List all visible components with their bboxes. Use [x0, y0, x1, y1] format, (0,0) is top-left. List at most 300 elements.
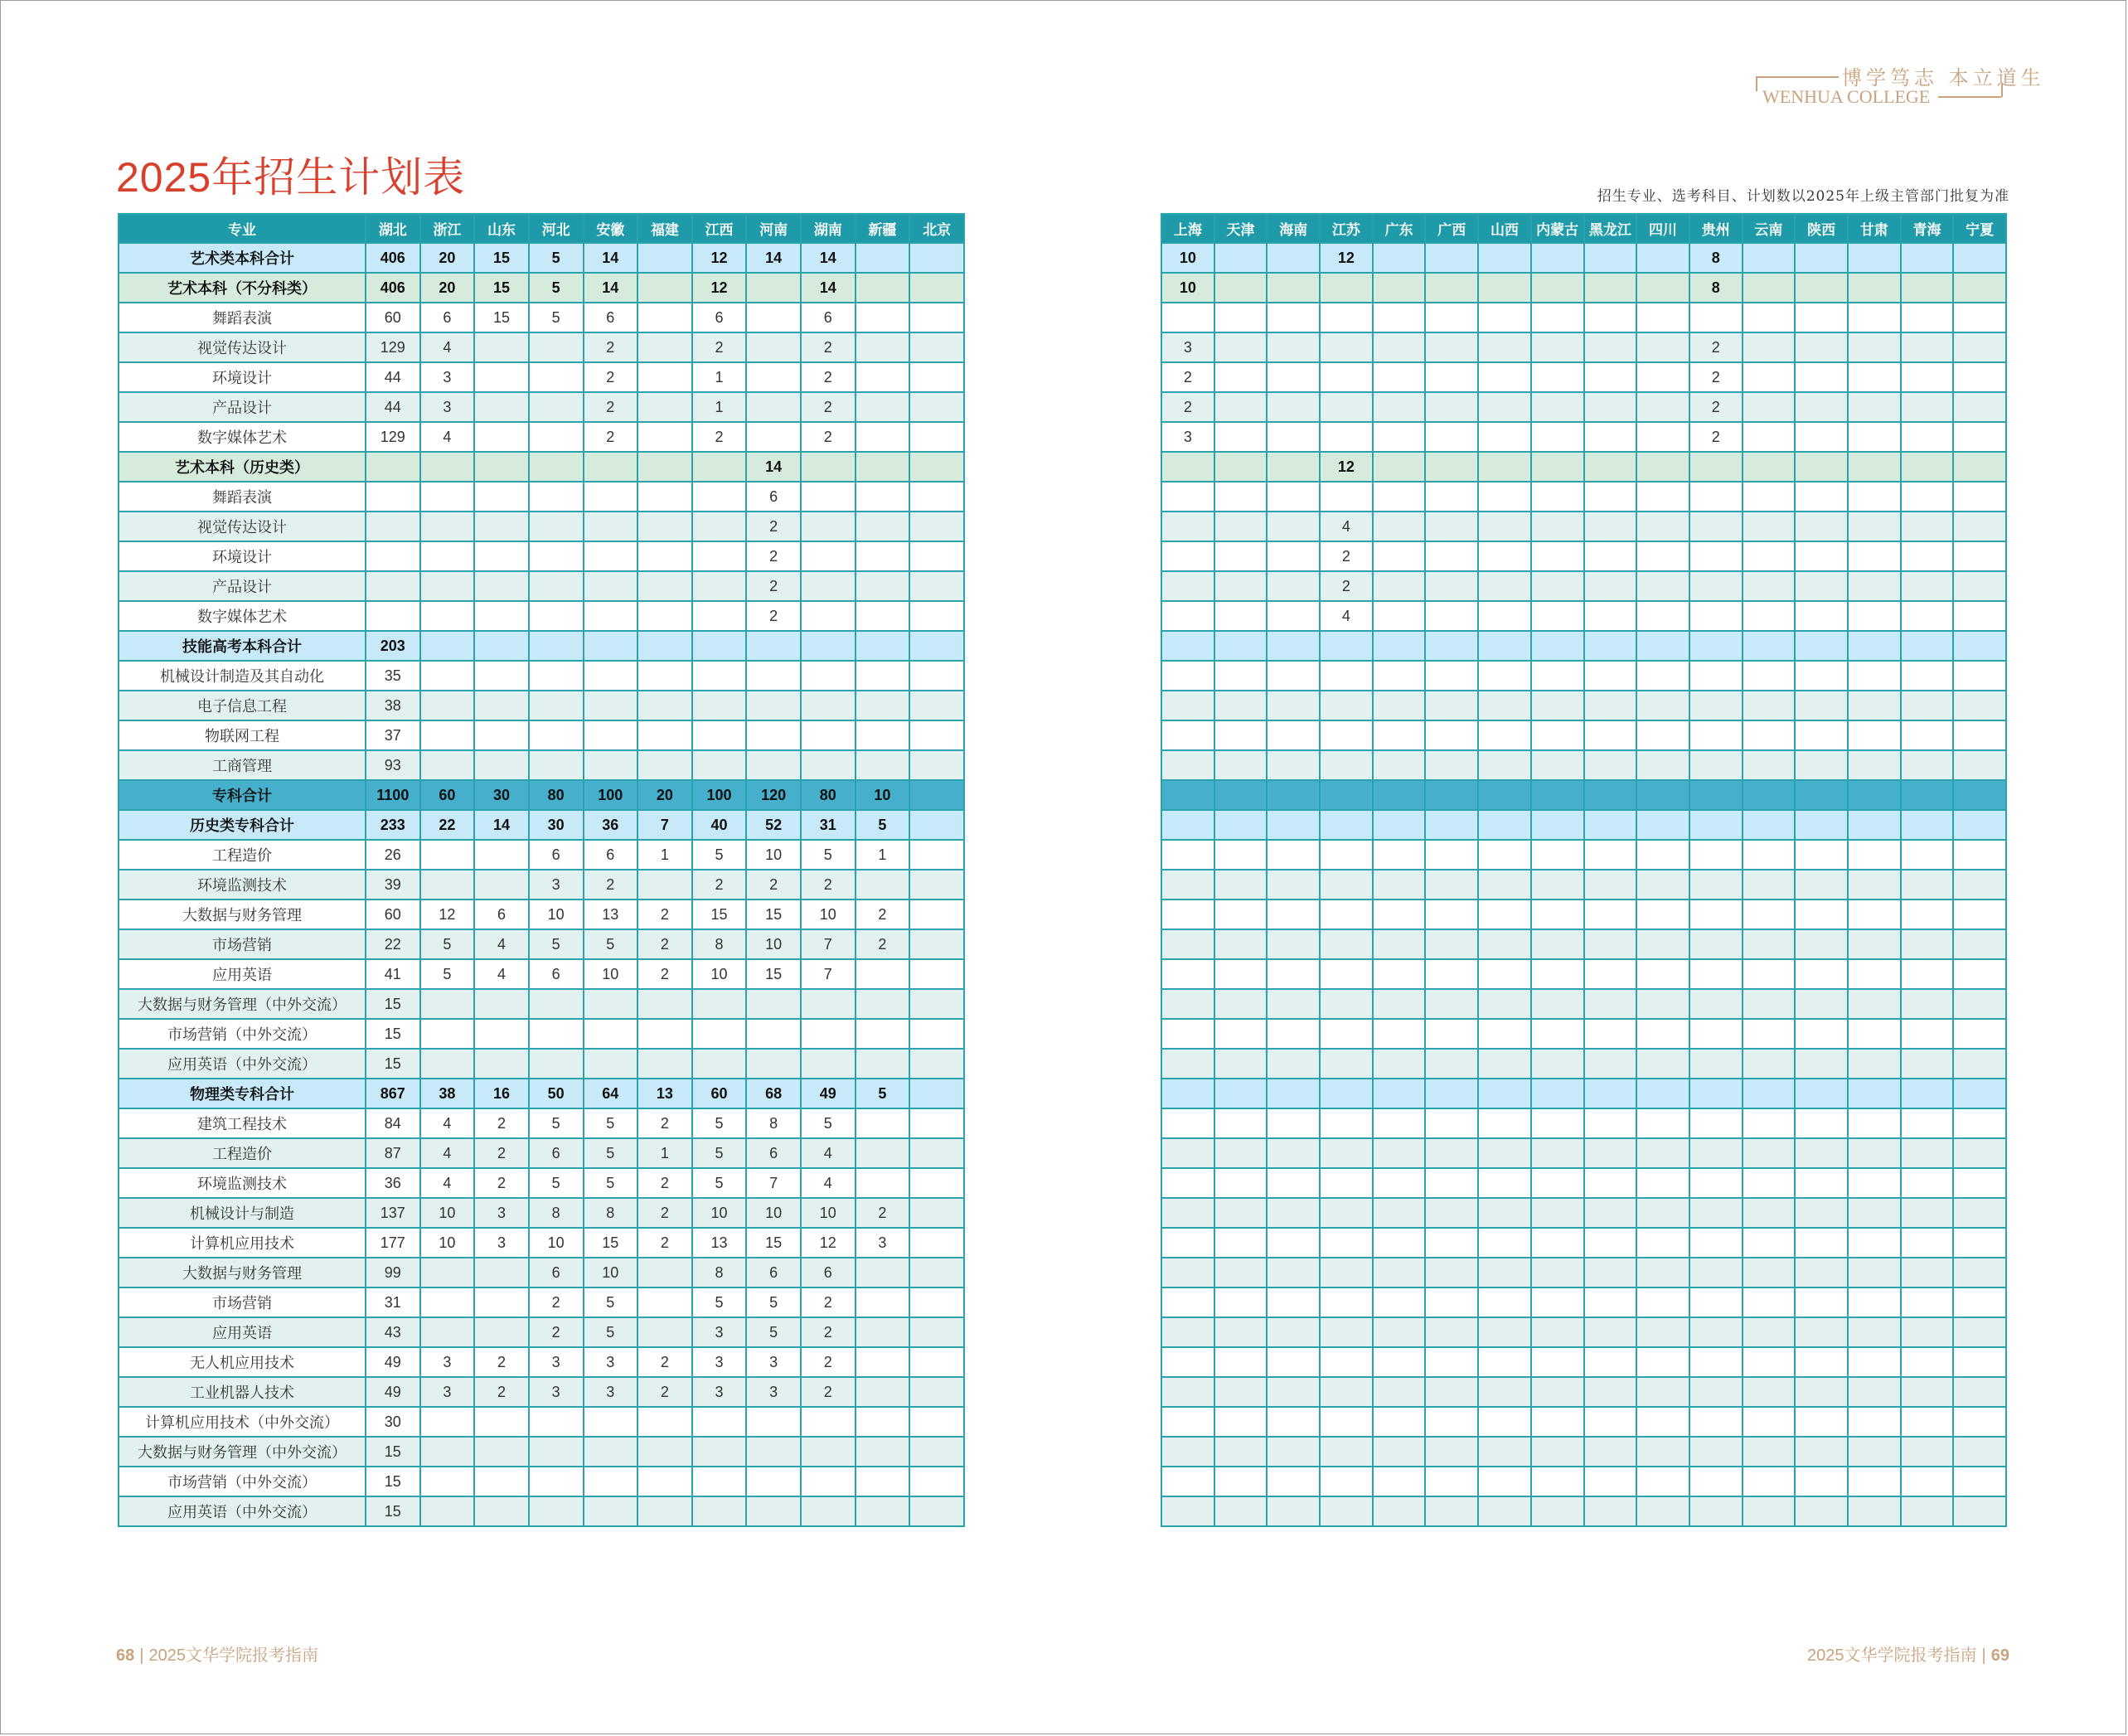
quota-cell: [1267, 959, 1320, 989]
quota-cell: 2: [637, 900, 692, 929]
table-row: [119, 422, 964, 452]
quota-cell: [1267, 1198, 1320, 1228]
quota-cell: 2: [692, 422, 747, 452]
major-name-cell: 数字媒体艺术: [119, 601, 366, 631]
table-row: [1161, 1138, 2006, 1168]
quota-cell: [1636, 362, 1689, 392]
quota-cell: [1795, 1377, 1848, 1407]
quota-cell: [856, 1258, 910, 1287]
quota-cell: 10: [801, 900, 856, 929]
major-name-cell: 工商管理: [119, 750, 366, 780]
table-row: [1161, 1437, 2006, 1467]
quota-cell: [1161, 1287, 1214, 1317]
quota-cell: [1161, 900, 1214, 929]
category-row: [1161, 273, 2006, 303]
quota-cell: 7: [637, 810, 692, 840]
quota-cell: [1953, 1228, 2006, 1258]
quota-cell: 49: [801, 1079, 856, 1108]
quota-cell: [1214, 1138, 1268, 1168]
quota-cell: [1795, 1198, 1848, 1228]
quota-cell: [529, 541, 584, 571]
quota-cell: [474, 1437, 529, 1467]
quota-cell: [1689, 1198, 1743, 1228]
quota-cell: 6: [529, 959, 584, 989]
quota-cell: [1161, 1258, 1214, 1287]
quota-cell: [1584, 1317, 1637, 1347]
quota-cell: [1901, 362, 1954, 392]
quota-cell: [1161, 1168, 1214, 1198]
quota-cell: [909, 1138, 964, 1168]
quota-cell: [1636, 392, 1689, 422]
quota-cell: [1743, 1228, 1796, 1258]
quota-cell: [1425, 1347, 1478, 1377]
quota-cell: 6: [529, 1258, 584, 1287]
quota-cell: [692, 1019, 747, 1049]
quota-cell: [637, 601, 692, 631]
quota-cell: [420, 452, 475, 482]
quota-cell: [1478, 1049, 1531, 1079]
quota-cell: [1531, 1496, 1584, 1526]
quota-cell: 14: [801, 243, 856, 273]
quota-cell: [801, 541, 856, 571]
quota-cell: [420, 1467, 475, 1496]
quota-cell: [1531, 1049, 1584, 1079]
quota-cell: 4: [420, 1138, 475, 1168]
quota-cell: [637, 362, 692, 392]
major-name-cell: 计算机应用技术（中外交流）: [119, 1407, 366, 1437]
quota-cell: [1267, 989, 1320, 1019]
quota-cell: [1743, 1467, 1796, 1496]
quota-cell: [1425, 1437, 1478, 1467]
quota-cell: [1636, 1108, 1689, 1138]
quota-cell: [1636, 243, 1689, 273]
quota-cell: 15: [366, 1049, 420, 1079]
table-row: [119, 1437, 964, 1467]
quota-cell: [1848, 989, 1901, 1019]
quota-cell: [1795, 1437, 1848, 1467]
quota-cell: [637, 989, 692, 1019]
major-name-cell: 市场营销: [119, 929, 366, 959]
quota-cell: [1214, 541, 1268, 571]
quota-cell: [909, 303, 964, 332]
major-name-cell: 艺术本科（不分科类）: [119, 273, 366, 303]
quota-cell: 4: [420, 1108, 475, 1138]
quota-cell: [1953, 1317, 2006, 1347]
quota-cell: 2: [637, 959, 692, 989]
quota-cell: [1478, 1407, 1531, 1437]
quota-cell: [1584, 1287, 1637, 1317]
quota-cell: [1795, 661, 1848, 691]
quota-cell: [474, 1019, 529, 1049]
quota-cell: [1901, 512, 1954, 541]
quota-cell: [1425, 452, 1478, 482]
quota-cell: [909, 870, 964, 900]
quota-cell: 15: [746, 1228, 801, 1258]
quota-cell: [1848, 1019, 1901, 1049]
quota-cell: [1953, 571, 2006, 601]
quota-cell: [1425, 332, 1478, 362]
quota-cell: [909, 332, 964, 362]
quota-cell: [1584, 1019, 1637, 1049]
quota-cell: [1425, 273, 1478, 303]
quota-cell: 10: [801, 1198, 856, 1228]
quota-cell: 4: [420, 1168, 475, 1198]
quota-cell: [909, 243, 964, 273]
quota-cell: [909, 392, 964, 422]
quota-cell: [1689, 661, 1743, 691]
quota-cell: [1636, 303, 1689, 332]
quota-cell: [1214, 1287, 1268, 1317]
quota-cell: [1848, 243, 1901, 273]
quota-cell: [1795, 1019, 1848, 1049]
quota-cell: [1531, 810, 1584, 840]
quota-cell: [1636, 1377, 1689, 1407]
column-header-province: 江苏: [1320, 214, 1373, 243]
motto-chinese: 博学笃志 本立道生: [1842, 66, 2045, 90]
quota-cell: [584, 1407, 638, 1437]
quota-cell: 2: [1689, 332, 1743, 362]
quota-cell: [746, 1049, 801, 1079]
quota-cell: [1689, 1258, 1743, 1287]
table-row: [1161, 571, 2006, 601]
quota-cell: [1848, 362, 1901, 392]
quota-cell: [1795, 959, 1848, 989]
major-name-cell: 应用英语: [119, 959, 366, 989]
quota-cell: [1373, 1138, 1426, 1168]
quota-cell: 3: [692, 1347, 747, 1377]
table-row: [1161, 661, 2006, 691]
quota-cell: [1901, 720, 1954, 750]
quota-cell: [1743, 541, 1796, 571]
quota-cell: 36: [584, 810, 638, 840]
quota-cell: [1689, 571, 1743, 601]
quota-cell: [909, 720, 964, 750]
quota-cell: 15: [366, 1019, 420, 1049]
quota-cell: [474, 720, 529, 750]
quota-cell: [1478, 571, 1531, 601]
quota-cell: 60: [420, 780, 475, 810]
column-header-province: 贵州: [1689, 214, 1743, 243]
quota-cell: 5: [746, 1317, 801, 1347]
quota-cell: 2: [856, 900, 910, 929]
quota-cell: [584, 541, 638, 571]
quota-cell: [1795, 332, 1848, 362]
quota-cell: [1478, 243, 1531, 273]
quota-cell: [1161, 1347, 1214, 1377]
quota-cell: [909, 631, 964, 661]
quota-cell: 5: [692, 1108, 747, 1138]
quota-cell: [1636, 989, 1689, 1019]
quota-cell: [1743, 362, 1796, 392]
quota-cell: 6: [746, 482, 801, 512]
quota-cell: 22: [366, 929, 420, 959]
quota-cell: [1584, 541, 1637, 571]
quota-cell: 5: [529, 929, 584, 959]
quota-cell: 31: [801, 810, 856, 840]
quota-cell: [1531, 1079, 1584, 1108]
quota-cell: [420, 750, 475, 780]
quota-cell: [1689, 691, 1743, 720]
quota-cell: [1425, 1258, 1478, 1287]
column-header-province: 黑龙江: [1584, 214, 1637, 243]
quota-cell: 2: [584, 362, 638, 392]
quota-cell: [1953, 1437, 2006, 1467]
quota-cell: [1320, 1467, 1373, 1496]
quota-cell: 2: [801, 870, 856, 900]
quota-cell: [1689, 810, 1743, 840]
enrollment-plan-table-left: [118, 213, 965, 1527]
quota-cell: [1478, 750, 1531, 780]
quota-cell: [1531, 1019, 1584, 1049]
quota-cell: [1636, 422, 1689, 452]
quota-cell: [1901, 1198, 1954, 1228]
quota-cell: 15: [366, 1496, 420, 1526]
table-row: [1161, 720, 2006, 750]
quota-cell: [1267, 273, 1320, 303]
major-name-cell: 电子信息工程: [119, 691, 366, 720]
quota-cell: [1531, 541, 1584, 571]
quota-cell: 2: [801, 422, 856, 452]
quota-cell: [1425, 750, 1478, 780]
quota-cell: 6: [529, 1138, 584, 1168]
quota-cell: [1743, 392, 1796, 422]
subtotal-row: [119, 631, 964, 661]
quota-cell: 84: [366, 1108, 420, 1138]
quota-cell: [1161, 512, 1214, 541]
quota-cell: [1953, 1138, 2006, 1168]
column-header-province: 湖南: [801, 214, 856, 243]
quota-cell: [1531, 512, 1584, 541]
quota-cell: [1373, 482, 1426, 512]
quota-cell: [1478, 1228, 1531, 1258]
quota-cell: [1584, 1258, 1637, 1287]
quota-cell: [909, 1198, 964, 1228]
quota-cell: [529, 452, 584, 482]
subtotal-row: [119, 243, 964, 273]
quota-cell: 15: [474, 243, 529, 273]
quota-cell: [1795, 1228, 1848, 1258]
quota-cell: [637, 1467, 692, 1496]
quota-cell: 15: [746, 900, 801, 929]
column-header-province: 湖北: [366, 214, 420, 243]
quota-cell: [1901, 840, 1954, 870]
quota-cell: 93: [366, 750, 420, 780]
quota-cell: [1901, 1377, 1954, 1407]
quota-cell: [1795, 1407, 1848, 1437]
quota-cell: 2: [474, 1108, 529, 1138]
quota-cell: [1373, 959, 1426, 989]
quota-cell: [1848, 750, 1901, 780]
quota-cell: [529, 422, 584, 452]
quota-cell: [1531, 1407, 1584, 1437]
major-name-cell: 应用英语（中外交流）: [119, 1049, 366, 1079]
quota-cell: [1214, 840, 1268, 870]
quota-cell: [1373, 929, 1426, 959]
quota-cell: [1848, 541, 1901, 571]
major-name-cell: 环境监测技术: [119, 1168, 366, 1198]
quota-cell: [1320, 392, 1373, 422]
quota-cell: [474, 332, 529, 362]
quota-cell: [1161, 303, 1214, 332]
quota-cell: [1901, 1108, 1954, 1138]
quota-cell: 10: [420, 1228, 475, 1258]
quota-cell: [1901, 601, 1954, 631]
quota-cell: [1584, 900, 1637, 929]
quota-cell: [1743, 1407, 1796, 1437]
quota-cell: 5: [856, 1079, 910, 1108]
table-row: [1161, 691, 2006, 720]
quota-cell: [420, 541, 475, 571]
quota-cell: [1953, 482, 2006, 512]
quota-cell: [1320, 1317, 1373, 1347]
quota-cell: [529, 482, 584, 512]
quota-cell: [856, 1138, 910, 1168]
quota-cell: [1267, 840, 1320, 870]
quota-cell: [1531, 571, 1584, 601]
quota-cell: [1373, 691, 1426, 720]
quota-cell: [1425, 840, 1478, 870]
quota-cell: [1425, 1198, 1478, 1228]
major-name-cell: 环境监测技术: [119, 870, 366, 900]
quota-cell: 6: [420, 303, 475, 332]
quota-cell: 6: [746, 1138, 801, 1168]
quota-cell: 12: [1320, 243, 1373, 273]
quota-cell: 8: [692, 929, 747, 959]
quota-cell: [1373, 840, 1426, 870]
quota-cell: [909, 1079, 964, 1108]
quota-cell: 87: [366, 1138, 420, 1168]
quota-cell: [1636, 452, 1689, 482]
quota-cell: 26: [366, 840, 420, 870]
quota-cell: 6: [584, 840, 638, 870]
quota-cell: [1689, 1496, 1743, 1526]
quota-cell: [1795, 1079, 1848, 1108]
quota-cell: [909, 1496, 964, 1526]
quota-cell: [909, 750, 964, 780]
quota-cell: [420, 1258, 475, 1287]
quota-cell: 5: [692, 1168, 747, 1198]
quota-cell: 2: [692, 870, 747, 900]
quota-cell: [1795, 512, 1848, 541]
quota-cell: 5: [692, 840, 747, 870]
footer-separator: |: [139, 1646, 144, 1665]
quota-cell: [1901, 243, 1954, 273]
quota-cell: [1425, 243, 1478, 273]
quota-cell: 1: [856, 840, 910, 870]
quota-cell: [1373, 1228, 1426, 1258]
table-row: [119, 720, 964, 750]
quota-cell: [909, 273, 964, 303]
quota-cell: [1795, 601, 1848, 631]
quota-cell: 406: [366, 273, 420, 303]
table-row: [119, 1198, 964, 1228]
quota-cell: [1214, 1317, 1268, 1347]
quota-cell: [637, 332, 692, 362]
quota-cell: [856, 362, 910, 392]
quota-cell: 3: [420, 1377, 475, 1407]
quota-cell: [1425, 989, 1478, 1019]
footer-left: [116, 1641, 318, 1666]
quota-cell: [1267, 1496, 1320, 1526]
quota-cell: [909, 362, 964, 392]
quota-cell: [909, 512, 964, 541]
table-row: [119, 392, 964, 422]
quota-cell: [420, 512, 475, 541]
quota-cell: [637, 243, 692, 273]
quota-cell: [1636, 780, 1689, 810]
quota-cell: [420, 1019, 475, 1049]
quota-cell: [1425, 303, 1478, 332]
quota-cell: [1425, 1317, 1478, 1347]
quota-cell: [856, 273, 910, 303]
quota-cell: [1425, 929, 1478, 959]
major-name-cell: 视觉传达设计: [119, 332, 366, 362]
quota-cell: [1531, 1287, 1584, 1317]
quota-cell: [1214, 1258, 1268, 1287]
quota-cell: [1953, 1019, 2006, 1049]
quota-cell: [746, 720, 801, 750]
quota-cell: [1531, 1437, 1584, 1467]
quota-cell: [1531, 422, 1584, 452]
quota-cell: 6: [584, 303, 638, 332]
quota-cell: [1901, 1347, 1954, 1377]
quota-cell: [1267, 243, 1320, 273]
column-header-province: 安徽: [584, 214, 638, 243]
quota-cell: [1689, 631, 1743, 661]
quota-cell: [1743, 1138, 1796, 1168]
quota-cell: [1267, 1168, 1320, 1198]
quota-cell: [1689, 452, 1743, 482]
table-row: [119, 571, 964, 601]
quota-cell: [1848, 1407, 1901, 1437]
table-row: [1161, 929, 2006, 959]
quota-cell: [1478, 780, 1531, 810]
quota-cell: [1795, 720, 1848, 750]
quota-cell: [1267, 1258, 1320, 1287]
quota-cell: [1743, 332, 1796, 362]
quota-cell: [1267, 303, 1320, 332]
quota-cell: 7: [801, 929, 856, 959]
quota-cell: [1214, 1108, 1268, 1138]
quota-cell: 60: [366, 303, 420, 332]
quota-cell: [584, 452, 638, 482]
quota-cell: 2: [529, 1287, 584, 1317]
quota-cell: 100: [692, 780, 747, 810]
quota-cell: [1636, 1317, 1689, 1347]
quota-cell: 99: [366, 1258, 420, 1287]
quota-cell: [1161, 452, 1214, 482]
quota-cell: [1478, 1496, 1531, 1526]
quota-cell: [529, 512, 584, 541]
quota-cell: [1320, 1287, 1373, 1317]
quota-cell: [1478, 392, 1531, 422]
quota-cell: [1373, 452, 1426, 482]
quota-cell: [801, 452, 856, 482]
quota-cell: [1531, 870, 1584, 900]
quota-cell: [1795, 1138, 1848, 1168]
quota-cell: [1901, 1437, 1954, 1467]
quota-cell: [856, 720, 910, 750]
quota-cell: [1320, 1168, 1373, 1198]
quota-cell: [1953, 661, 2006, 691]
quota-cell: [420, 1407, 475, 1437]
quota-cell: [529, 1496, 584, 1526]
quota-cell: [529, 750, 584, 780]
quota-cell: [1901, 452, 1954, 482]
quota-cell: [1161, 541, 1214, 571]
quota-cell: [1320, 780, 1373, 810]
table-row: [119, 512, 964, 541]
